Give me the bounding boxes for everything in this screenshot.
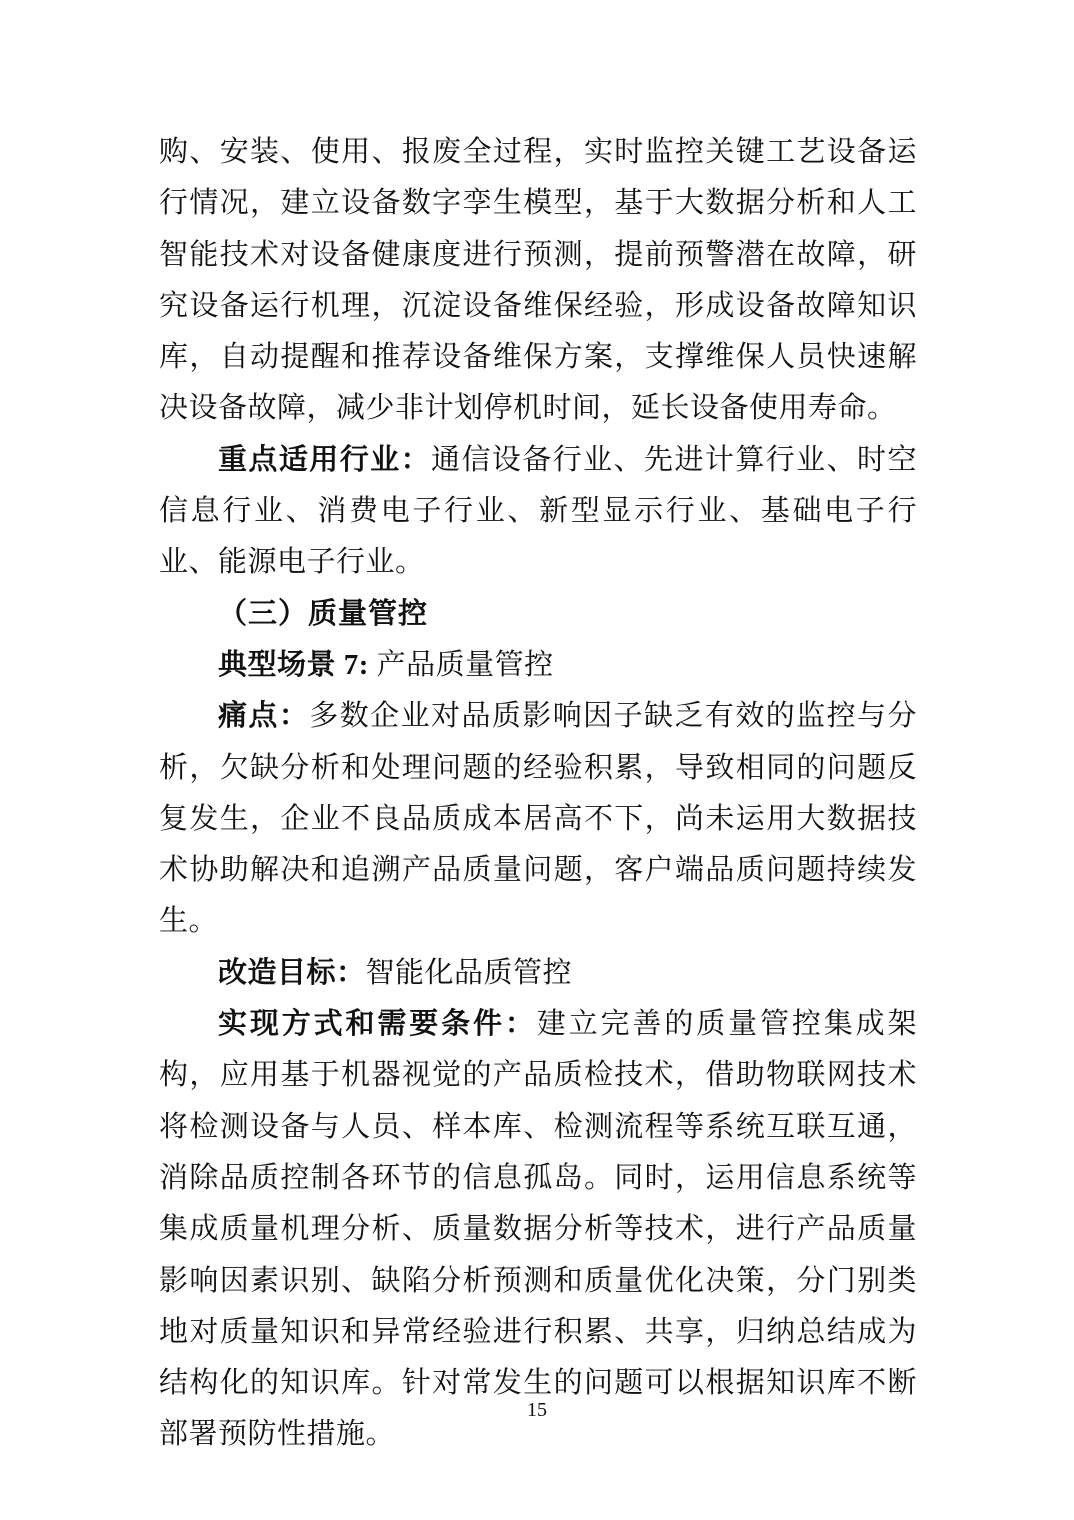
paragraph-implementation-method-lead: 实现方式和需要条件： [218, 1008, 537, 1041]
paragraph-implementation-method-text: 建立完善的质量管控集成架构，应用基于机器视觉的产品质检技术，借助物联网技术将检测设备与人员、样本库、检测流程等系统互联互通，消除品质控制各环节的信息孤岛。同时，运用信息系统等集成质量机理分析、质量数据分析等技术，进行产品质量影响因素识别、缺陷分析预测和质量优化决策，分门别类地对质量知识和异常经验进行积累、共享，归纳总结成为结构化的知识库。针对常发生的问题可以根据知识库不断部署预防性措施。 [159, 1008, 917, 1451]
paragraph-equipment-continuation-text: 购、安装、使用、报废全过程，实时监控关键工艺设备运行情况，建立设备数字孪生模型，基于大数据分析和人工智能技术对设备健康度进行预测，提前预警潜在故障，研究设备运行机理，沉淀设备维保经验，形成设备故障知识库，自动提醒和推荐设备维保方案，支撑维保人员快速解决设备故障，减少非计划停机时间，延长设备使用寿命。 [159, 136, 917, 425]
paragraph-transformation-goal [159, 948, 917, 999]
paragraph-pain-point [159, 691, 917, 947]
paragraph-pain-point-text: 多数企业对品质影响因子缺乏有效的监控与分析，欠缺分析和处理问题的经验积累，导致相同的问题反复发生，企业不良品质成本居高不下，尚未运用大数据技术协助解决和追溯产品质量问题，客户端品质问题持续发生。 [159, 700, 917, 938]
section-heading-quality-control-text: （三）质量管控 [218, 597, 429, 630]
section-heading-quality-control [159, 589, 917, 640]
paragraph-typical-scene-text: 产品质量管控 [376, 648, 554, 681]
page-number: 15 [527, 1399, 547, 1421]
paragraph-typical-scene [159, 640, 917, 691]
paragraph-typical-scene-lead: 典型场景 7: [218, 648, 377, 681]
paragraph-industries-text: 通信设备行业、先进计算行业、时空信息行业、消费电子行业、新型显示行业、基础电子行业、能源电子行业。 [159, 443, 917, 579]
paragraph-transformation-goal-text: 智能化品质管控 [365, 956, 573, 989]
paragraph-implementation-method [159, 999, 917, 1461]
paragraph-pain-point-lead: 痛点： [218, 700, 310, 733]
document-body [159, 127, 917, 1461]
paragraph-equipment-continuation [159, 127, 917, 435]
paragraph-industries [159, 435, 917, 589]
paragraph-industries-lead: 重点适用行业： [218, 443, 432, 476]
paragraph-transformation-goal-lead: 改造目标： [218, 956, 366, 989]
page-footer [0, 1398, 1074, 1422]
